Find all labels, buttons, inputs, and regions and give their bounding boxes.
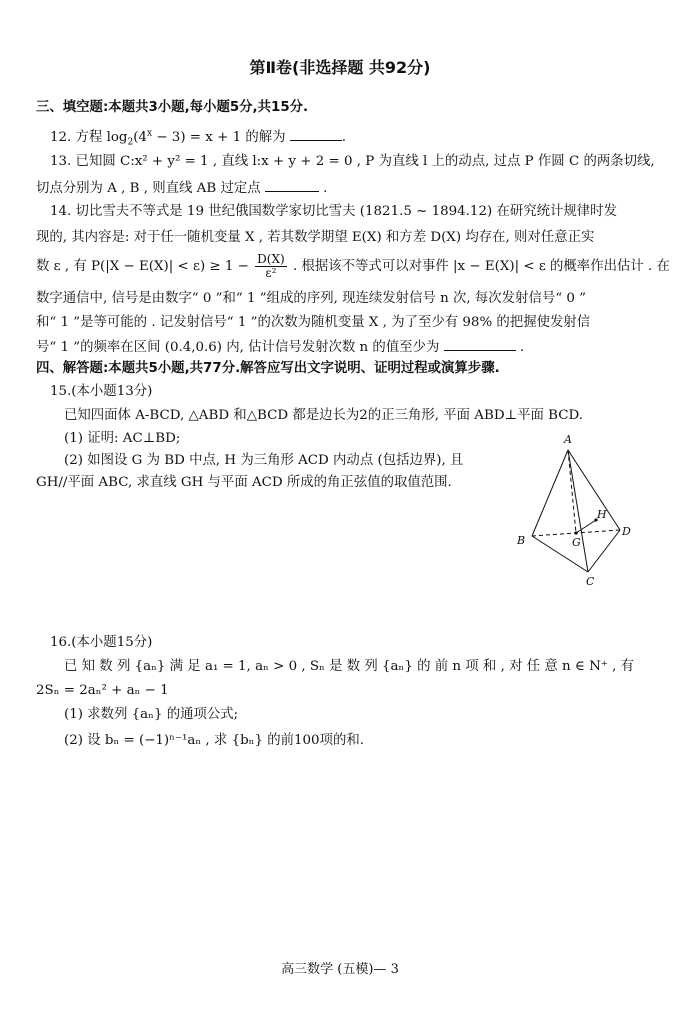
- edge-AD: [568, 450, 620, 530]
- q12-answer-blank[interactable]: [290, 127, 342, 141]
- q15-part2-line2: GH//平面 ABC, 求直线 GH 与平面 ACD 所成的角正弦值的取值范围.: [36, 475, 452, 490]
- q14-line4: 数字通信中, 信号是由数字“ 0 ”和“ 1 ”组成的序列, 现连续发射信号 n 次, 每次发射信号“ 0 ”: [36, 291, 586, 306]
- label-D: D: [622, 525, 631, 538]
- q14-line5: 和“ 1 ”是等可能的 . 记发射信号“ 1 ”的次数为随机变量 X , 为了至少有 98% 的把握使发射信: [36, 315, 591, 330]
- q14-line6-text: 号“ 1 ”的频率在区间 (0.4,0.6) 内, 估计信号发射次数 n 的值至少为: [36, 340, 440, 355]
- edge-CD: [588, 530, 620, 572]
- q16-part1: (1) 求数列 {aₙ} 的通项公式;: [64, 707, 239, 722]
- paper-title: 第Ⅱ卷(非选择题 共92分): [249, 58, 431, 77]
- label-C: C: [586, 575, 595, 588]
- q15-stem: 已知四面体 A-BCD, △ABD 和△BCD 都是边长为2的正三角形, 平面 ABD⊥平面 BCD.: [64, 408, 584, 423]
- q14-line1: 14. 切比雪夫不等式是 19 世纪俄国数学家切比雪夫 (1821.5 ~ 1894.12) 在研究统计规律时发: [50, 204, 617, 219]
- q16-label: 16.(本小题15分): [50, 635, 153, 650]
- q12-pre: 12. 方程 log: [50, 130, 128, 145]
- fraction-denominator: ε²: [265, 266, 277, 280]
- q12-post: − 3) = x + 1 的解为: [152, 130, 286, 145]
- q14-line3: [36, 252, 670, 282]
- label-G: G: [572, 536, 581, 549]
- q14-line3-post: . 根据该不等式可以对事件 |x − E(X)| < ε 的概率作出估计 . 在: [292, 259, 670, 274]
- segment-GH: [576, 520, 596, 533]
- section4-header: 四、解答题:本题共5小题,共77分.解答应写出文字说明、证明过程或演算步骤.: [36, 361, 500, 376]
- q12-mid: (4: [133, 130, 147, 145]
- section3-header: 三、填空题:本题共3小题,每小题5分,共15分.: [36, 100, 309, 115]
- q12-log-base: 2: [127, 137, 134, 148]
- page-footer: 高三数学 (五模)— 3: [281, 962, 399, 977]
- q13-line1: 13. 已知圆 C:x² + y² = 1 , 直线 l:x + y + 2 = 0 , P 为直线 l 上的动点, 过点 P 作圆 C 的两条切线,: [50, 154, 655, 169]
- q16-stem-line1: 已 知 数 列 {aₙ} 满 足 a₁ = 1, aₙ > 0 , Sₙ 是 数 列 {aₙ} 的 前 n 项 和 , 对 任 意 n ∈ N⁺ , 有: [64, 659, 635, 674]
- q16-part2: (2) 设 bₙ = (−1)ⁿ⁻¹aₙ , 求 {bₙ} 的前100项的和.: [64, 733, 365, 748]
- q15-part2-line1: (2) 如图设 G 为 BD 中点, H 为三角形 ACD 内动点 (包括边界), 且: [64, 453, 464, 468]
- point-G: [574, 531, 577, 534]
- q14-end: .: [519, 340, 525, 355]
- q13-line2-text: 切点分别为 A , B , 则直线 AB 过定点: [36, 181, 261, 196]
- q13-line2: [36, 178, 327, 198]
- q13-answer-blank[interactable]: [265, 178, 319, 192]
- q14-answer-blank[interactable]: [444, 337, 516, 351]
- q14-line6: [36, 337, 524, 357]
- q12-end: .: [341, 130, 347, 145]
- q14-line3-pre: 数 ε , 有 P(|X − E(X)| < ε) ≥ 1 −: [36, 259, 249, 274]
- q13-end: .: [323, 181, 328, 196]
- q15-label: 15.(本小题13分): [50, 384, 153, 399]
- edge-AC: [568, 450, 588, 572]
- q12-line: [50, 127, 346, 147]
- q12-exp: x: [147, 128, 153, 139]
- label-H: H: [597, 508, 607, 521]
- label-A: A: [564, 433, 572, 446]
- q14-line2: 现的, 其内容是: 对于任一随机变量 X , 若其数学期望 E(X) 和方差 D(X) 均存在, 则对任意正实: [36, 230, 595, 245]
- chebyshev-fraction: [255, 253, 287, 280]
- tetrahedron-figure: [500, 430, 650, 590]
- q16-stem-line2: 2Sₙ = 2aₙ² + aₙ − 1: [36, 683, 169, 698]
- fraction-numerator: D(X): [257, 252, 285, 266]
- label-B: B: [517, 534, 526, 547]
- edge-AB: [532, 450, 568, 536]
- q15-part1: (1) 证明: AC⊥BD;: [64, 431, 181, 446]
